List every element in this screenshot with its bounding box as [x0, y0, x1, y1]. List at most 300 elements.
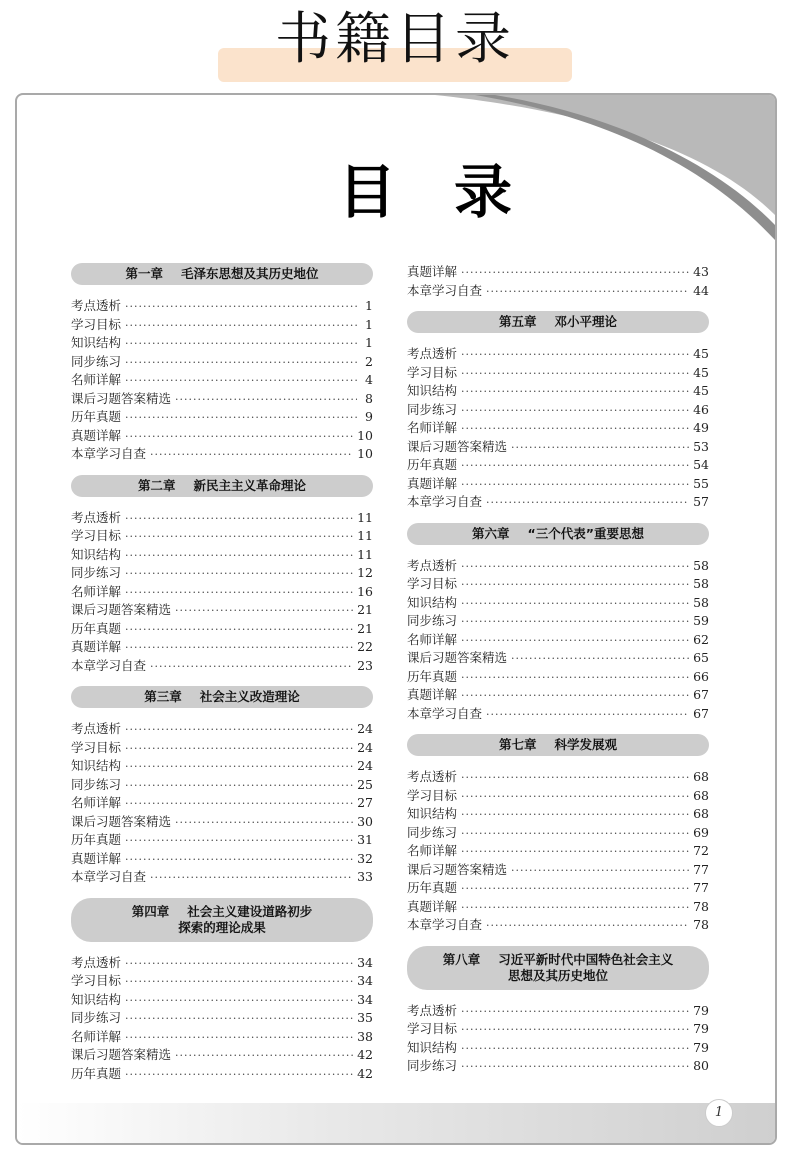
toc-entry[interactable] [71, 371, 373, 390]
toc-entry[interactable] [407, 898, 709, 917]
toc-entry-label: 历年真题 [71, 832, 122, 847]
toc-entry[interactable] [71, 868, 373, 887]
chapter-heading-line [415, 737, 701, 753]
toc-entry-label: 真题详解 [407, 898, 458, 914]
toc-entry-page: 45 [693, 364, 709, 380]
toc-entry-label: 知识结构 [407, 383, 458, 398]
section-gap [407, 512, 709, 523]
chapter-title: 邓小平理论 [554, 314, 618, 329]
toc-entry-label: 同步练习 [71, 776, 122, 792]
toc-entry-page: 68 [693, 806, 709, 821]
dot-leader [125, 851, 353, 870]
toc-entry[interactable] [71, 445, 373, 464]
toc-entry[interactable] [407, 686, 709, 705]
toc-entry-page: 54 [693, 457, 709, 472]
toc-entry-label: 历年真题 [71, 1065, 122, 1081]
section-gap [71, 464, 373, 475]
dot-leader [125, 317, 357, 336]
toc-entry[interactable] [71, 991, 373, 1010]
toc-entry-page: 72 [693, 843, 709, 858]
toc-entry[interactable] [407, 364, 709, 383]
toc-entry[interactable] [407, 493, 709, 512]
toc-entry-label: 学习目标 [407, 787, 458, 803]
toc-entry-label: 考点透析 [71, 721, 122, 736]
toc-entry-label: 历年真题 [71, 620, 122, 636]
toc-entry-label: 考点透析 [71, 509, 122, 525]
toc-entry[interactable] [71, 813, 373, 832]
toc-entry-label: 课后习题答案精选 [71, 390, 172, 406]
toc-entry-label: 知识结构 [71, 991, 122, 1007]
toc-entry[interactable] [71, 601, 373, 620]
toc-entry-page: 12 [357, 565, 373, 580]
toc-entry[interactable] [71, 353, 373, 372]
chapter-title-continued: 思想及其历史地位 [507, 967, 608, 983]
dot-leader [125, 639, 353, 658]
chapter-number: 第二章 [137, 477, 176, 493]
toc-entry-label: 考点透析 [71, 954, 122, 970]
toc-entry[interactable] [71, 427, 373, 446]
toc-entry-label: 同步练习 [407, 824, 458, 840]
chapter-heading-line [79, 689, 365, 705]
toc-entry[interactable] [407, 1002, 709, 1021]
toc-entry[interactable] [71, 831, 373, 850]
toc-entry[interactable] [407, 382, 709, 401]
toc-entry-label: 考点透析 [407, 769, 458, 784]
dot-leader [461, 1040, 689, 1059]
dot-leader [461, 880, 689, 899]
toc-entry-page: 43 [693, 264, 709, 279]
footer-band [17, 1103, 775, 1143]
toc-entry-label: 学习目标 [407, 1021, 458, 1036]
toc-entry-page: 21 [357, 620, 373, 636]
toc-entry-label: 本章学习自查 [71, 657, 147, 673]
toc-entry-page: 62 [693, 631, 709, 647]
chapter-number: 第六章 [472, 525, 510, 541]
toc-entry-label: 历年真题 [71, 409, 122, 424]
dot-leader [486, 706, 689, 725]
dot-leader [125, 510, 353, 529]
toc-entry-page: 45 [693, 346, 709, 361]
toc-entry-page: 35 [357, 1010, 373, 1025]
toc-entry[interactable] [407, 668, 709, 687]
toc-entry[interactable] [71, 954, 373, 973]
toc-entry-page: 11 [357, 546, 373, 562]
dot-leader [461, 1021, 689, 1040]
section-gap [71, 887, 373, 898]
dot-leader [486, 283, 689, 302]
toc-entry-label: 课后习题答案精选 [407, 438, 508, 454]
dot-leader [125, 955, 353, 974]
dot-leader [125, 528, 353, 547]
toc-entry-label: 本章学习自查 [407, 705, 483, 721]
toc-entry-label: 学习目标 [71, 739, 122, 755]
toc-entry-page: 67 [693, 687, 709, 702]
section-gap [407, 723, 709, 734]
toc-entry-page: 10 [357, 446, 373, 461]
toc-entry-label: 同步练习 [407, 613, 458, 628]
dot-leader [461, 632, 689, 651]
toc-entry-label: 名师详解 [71, 1028, 122, 1044]
toc-entry[interactable] [407, 612, 709, 631]
chapter-heading-line [79, 904, 365, 920]
toc-entry-label: 课后习题答案精选 [71, 602, 172, 617]
dot-leader [125, 335, 357, 354]
toc-entry-page: 69 [693, 824, 709, 840]
toc-entry-label: 同步练习 [71, 565, 122, 580]
toc-entry-label: 真题详解 [71, 639, 122, 654]
left-toc-column [71, 263, 373, 1083]
toc-entry-page: 1 [365, 335, 373, 350]
dot-leader [461, 383, 689, 402]
dot-leader [175, 1047, 353, 1066]
dot-leader [486, 917, 689, 936]
dot-leader [461, 420, 689, 439]
chapter-title: 社会主义改造理论 [199, 689, 300, 704]
toc-entry-page: 34 [357, 954, 373, 970]
toc-entry-page: 79 [693, 1002, 709, 1018]
toc-entry-label: 本章学习自查 [71, 446, 147, 461]
toc-entry-page: 49 [693, 420, 709, 435]
toc-entry-label: 学习目标 [71, 528, 122, 543]
toc-entry[interactable] [407, 916, 709, 935]
dot-leader [511, 862, 689, 881]
dot-leader [461, 806, 689, 825]
toc-entry-page: 34 [357, 973, 373, 988]
dot-leader [150, 658, 353, 677]
toc-entry[interactable] [71, 1028, 373, 1047]
chapter-number: 第三章 [144, 689, 182, 704]
dot-leader [125, 621, 353, 640]
toc-entry-label: 本章学习自查 [407, 494, 483, 509]
dot-leader [150, 869, 353, 888]
section-gap [407, 300, 709, 311]
toc-entry[interactable] [71, 390, 373, 409]
toc-entry-page: 79 [693, 1021, 709, 1036]
chapter-number: 第八章 [442, 951, 481, 967]
chapter-heading[interactable] [71, 475, 373, 497]
toc-entry-page: 1 [365, 298, 373, 313]
toc-entry[interactable] [407, 1020, 709, 1039]
dot-leader [511, 439, 689, 458]
toc-entry[interactable] [407, 438, 709, 457]
toc-entry-page: 58 [693, 594, 709, 610]
toc-entry[interactable] [407, 1039, 709, 1058]
toc-entry[interactable] [407, 475, 709, 494]
toc-entry[interactable] [71, 509, 373, 528]
toc-entry-label: 同步练习 [71, 353, 122, 369]
toc-entry-page: 25 [357, 776, 373, 792]
toc-entry-page: 9 [365, 409, 373, 424]
chapter-number: 第四章 [131, 903, 170, 919]
toc-entry-page: 58 [693, 557, 709, 573]
chapter-heading-line [79, 478, 365, 494]
toc-entry-page: 24 [357, 739, 373, 755]
toc-entry[interactable] [407, 401, 709, 420]
dot-leader [461, 457, 689, 476]
chapter-number: 第七章 [498, 737, 537, 752]
section-gap [407, 935, 709, 946]
dot-leader [125, 721, 353, 740]
dot-leader [461, 264, 689, 283]
toc-entry[interactable] [407, 345, 709, 364]
toc-entry[interactable] [71, 408, 373, 427]
toc-entry[interactable] [71, 720, 373, 739]
toc-entry-label: 真题详解 [407, 264, 458, 279]
toc-entry-label: 历年真题 [407, 457, 458, 472]
chapter-heading[interactable] [71, 263, 373, 285]
toc-entry-page: 21 [357, 602, 373, 617]
dot-leader [125, 372, 357, 391]
toc-entry[interactable] [407, 768, 709, 787]
toc-entry-page: 4 [365, 372, 373, 387]
toc-page [15, 93, 777, 1145]
toc-entry-page: 68 [693, 787, 709, 803]
dot-leader [125, 584, 353, 603]
toc-entry-label: 课后习题答案精选 [71, 813, 172, 829]
toc-entry-label: 同步练习 [71, 1010, 122, 1025]
right-toc-column [407, 263, 709, 1076]
page-title: 目录 [337, 158, 570, 226]
toc-entry-page: 24 [357, 758, 373, 773]
toc-entry[interactable] [71, 564, 373, 583]
dot-leader [125, 565, 353, 584]
toc-entry-label: 学习目标 [407, 576, 458, 591]
dot-leader [175, 391, 357, 410]
toc-entry-page: 11 [357, 528, 373, 543]
chapter-title: “三个代表”重要思想 [527, 525, 644, 541]
toc-entry[interactable] [71, 1065, 373, 1084]
toc-entry-label: 学习目标 [71, 316, 122, 332]
toc-entry[interactable] [407, 879, 709, 898]
toc-entry-label: 本章学习自查 [407, 282, 483, 298]
toc-entry-label: 本章学习自查 [71, 869, 147, 884]
toc-entry-page: 55 [693, 475, 709, 491]
dot-leader [125, 354, 357, 373]
toc-entry[interactable] [71, 638, 373, 657]
banner-title: 书籍目录 [275, 7, 515, 72]
dot-leader [461, 1058, 689, 1077]
toc-entry[interactable] [407, 842, 709, 861]
toc-entry-label: 知识结构 [71, 335, 122, 350]
dot-leader [150, 446, 353, 465]
dot-leader [175, 814, 353, 833]
toc-entry-page: 34 [357, 991, 373, 1007]
dot-leader [461, 769, 689, 788]
chapter-heading-line [415, 952, 701, 968]
chapter-heading-line [415, 314, 701, 330]
toc-entry-label: 真题详解 [71, 850, 122, 866]
toc-entry[interactable] [407, 824, 709, 843]
toc-entry-label: 本章学习自查 [407, 917, 483, 932]
toc-entry[interactable] [71, 1009, 373, 1028]
dot-leader [125, 409, 357, 428]
chapter-number: 第五章 [498, 314, 537, 329]
toc-entry-page: 45 [693, 383, 709, 398]
toc-entry-label: 考点透析 [407, 346, 458, 361]
toc-entry[interactable] [407, 649, 709, 668]
dot-leader [125, 428, 353, 447]
toc-entry[interactable] [71, 776, 373, 795]
toc-entry[interactable] [71, 546, 373, 565]
dot-leader [486, 494, 689, 513]
toc-entry-label: 名师详解 [71, 372, 122, 387]
dot-leader [461, 669, 689, 688]
toc-entry-page: 10 [357, 427, 373, 443]
section-gap [71, 675, 373, 686]
toc-entry[interactable] [407, 805, 709, 824]
dot-leader [461, 402, 689, 421]
dot-leader [125, 973, 353, 992]
toc-entry[interactable] [407, 787, 709, 806]
chapter-heading[interactable] [71, 898, 373, 942]
toc-entry[interactable] [71, 527, 373, 546]
toc-entry-label: 名师详解 [71, 795, 122, 810]
chapter-heading-line [79, 266, 365, 282]
toc-entry-page: 79 [693, 1039, 709, 1055]
toc-entry[interactable] [407, 282, 709, 301]
dot-leader [461, 476, 689, 495]
toc-entry-label: 知识结构 [71, 546, 122, 562]
toc-entry-page: 22 [357, 639, 373, 654]
toc-entry-label: 历年真题 [407, 880, 458, 895]
toc-entry-label: 知识结构 [407, 1039, 458, 1055]
toc-entry-page: 30 [357, 813, 373, 829]
chapter-heading[interactable] [407, 946, 709, 990]
toc-entry[interactable] [407, 1057, 709, 1076]
toc-entry-label: 真题详解 [407, 687, 458, 702]
dot-leader [461, 558, 689, 577]
toc-entry[interactable] [71, 620, 373, 639]
toc-entry[interactable] [71, 297, 373, 316]
toc-entry-label: 名师详解 [407, 843, 458, 858]
toc-entry-page: 78 [693, 917, 709, 932]
toc-entry-label: 课后习题答案精选 [71, 1047, 172, 1062]
toc-entry-page: 11 [357, 509, 373, 525]
toc-entry-label: 名师详解 [407, 631, 458, 647]
toc-entry-page: 65 [693, 650, 709, 665]
toc-entry[interactable] [71, 1046, 373, 1065]
toc-entry-label: 历年真题 [407, 668, 458, 684]
toc-entry[interactable] [71, 972, 373, 991]
toc-entry[interactable] [407, 631, 709, 650]
toc-entry[interactable] [407, 419, 709, 438]
toc-entry-page: 8 [365, 390, 373, 406]
toc-entry-label: 真题详解 [407, 475, 458, 491]
toc-entry-page: 23 [357, 657, 373, 673]
toc-entry-page: 38 [357, 1028, 373, 1044]
dot-leader [125, 298, 357, 317]
toc-entry-label: 知识结构 [407, 806, 458, 821]
toc-entry[interactable] [71, 334, 373, 353]
toc-entry-label: 名师详解 [407, 420, 458, 435]
chapter-title: 新民主主义革命理论 [193, 477, 307, 493]
toc-entry[interactable] [407, 861, 709, 880]
chapter-heading[interactable] [407, 734, 709, 756]
dot-leader [125, 740, 353, 759]
toc-entry-label: 同步练习 [407, 1058, 458, 1073]
toc-entry[interactable] [407, 557, 709, 576]
dot-leader [125, 547, 353, 566]
toc-entry-page: 32 [357, 850, 373, 866]
dot-leader [125, 992, 353, 1011]
toc-entry-page: 67 [693, 705, 709, 721]
chapter-heading-line [415, 526, 701, 542]
toc-entry-page: 1 [365, 316, 373, 332]
dot-leader [461, 899, 689, 918]
toc-entry-label: 课后习题答案精选 [407, 861, 508, 877]
toc-entry[interactable] [407, 594, 709, 613]
dot-leader [461, 365, 689, 384]
dot-leader [125, 1029, 353, 1048]
toc-entry[interactable] [71, 739, 373, 758]
toc-entry-page: 77 [693, 880, 709, 895]
toc-entry-label: 学习目标 [407, 364, 458, 380]
dot-leader [461, 595, 689, 614]
dot-leader [125, 758, 353, 777]
toc-entry[interactable] [407, 263, 709, 282]
toc-entry-page: 2 [365, 353, 373, 369]
toc-entry[interactable] [71, 316, 373, 335]
dot-leader [461, 1003, 689, 1022]
toc-entry[interactable] [71, 794, 373, 813]
toc-entry-label: 知识结构 [407, 594, 458, 610]
toc-entry[interactable] [71, 657, 373, 676]
toc-entry[interactable] [407, 456, 709, 475]
dot-leader [461, 576, 689, 595]
toc-entry-page: 68 [693, 769, 709, 784]
toc-entry-label: 知识结构 [71, 758, 122, 773]
toc-entry-page: 16 [357, 583, 373, 599]
toc-entry-page: 27 [357, 795, 373, 810]
toc-entry-page: 58 [693, 576, 709, 591]
toc-entry-page: 78 [693, 898, 709, 914]
toc-entry[interactable] [71, 583, 373, 602]
toc-entry-page: 31 [357, 832, 373, 847]
toc-entry-label: 考点透析 [407, 557, 458, 573]
dot-leader [125, 1066, 353, 1085]
toc-entry-page: 42 [357, 1065, 373, 1081]
chapter-title: 社会主义建设道路初步 [187, 903, 313, 919]
chapter-heading[interactable] [407, 523, 709, 545]
toc-entry-page: 44 [693, 282, 709, 298]
toc-entry-page: 46 [693, 401, 709, 417]
toc-entry-label: 考点透析 [71, 298, 122, 313]
chapter-heading[interactable] [407, 311, 709, 333]
page-number: 1 [705, 1099, 733, 1127]
toc-entry[interactable] [407, 705, 709, 724]
chapter-title: 习近平新时代中国特色社会主义 [498, 951, 674, 967]
toc-entry-label: 课后习题答案精选 [407, 650, 508, 665]
toc-entry[interactable] [71, 757, 373, 776]
chapter-title: 科学发展观 [554, 737, 618, 752]
toc-entry-label: 考点透析 [407, 1002, 458, 1018]
chapter-heading[interactable] [71, 686, 373, 708]
toc-entry-page: 57 [693, 494, 709, 509]
toc-entry[interactable] [407, 575, 709, 594]
dot-leader [461, 825, 689, 844]
toc-entry-page: 42 [357, 1047, 373, 1062]
toc-entry[interactable] [71, 850, 373, 869]
toc-entry-page: 53 [693, 438, 709, 454]
dot-leader [511, 650, 689, 669]
toc-entry-page: 59 [693, 613, 709, 628]
dot-leader [125, 832, 353, 851]
toc-entry-label: 学习目标 [71, 973, 122, 988]
chapter-title-continued: 探索的理论成果 [178, 919, 266, 935]
dot-leader [175, 602, 353, 621]
toc-entry-page: 80 [693, 1058, 709, 1073]
toc-entry-label: 同步练习 [407, 401, 458, 417]
